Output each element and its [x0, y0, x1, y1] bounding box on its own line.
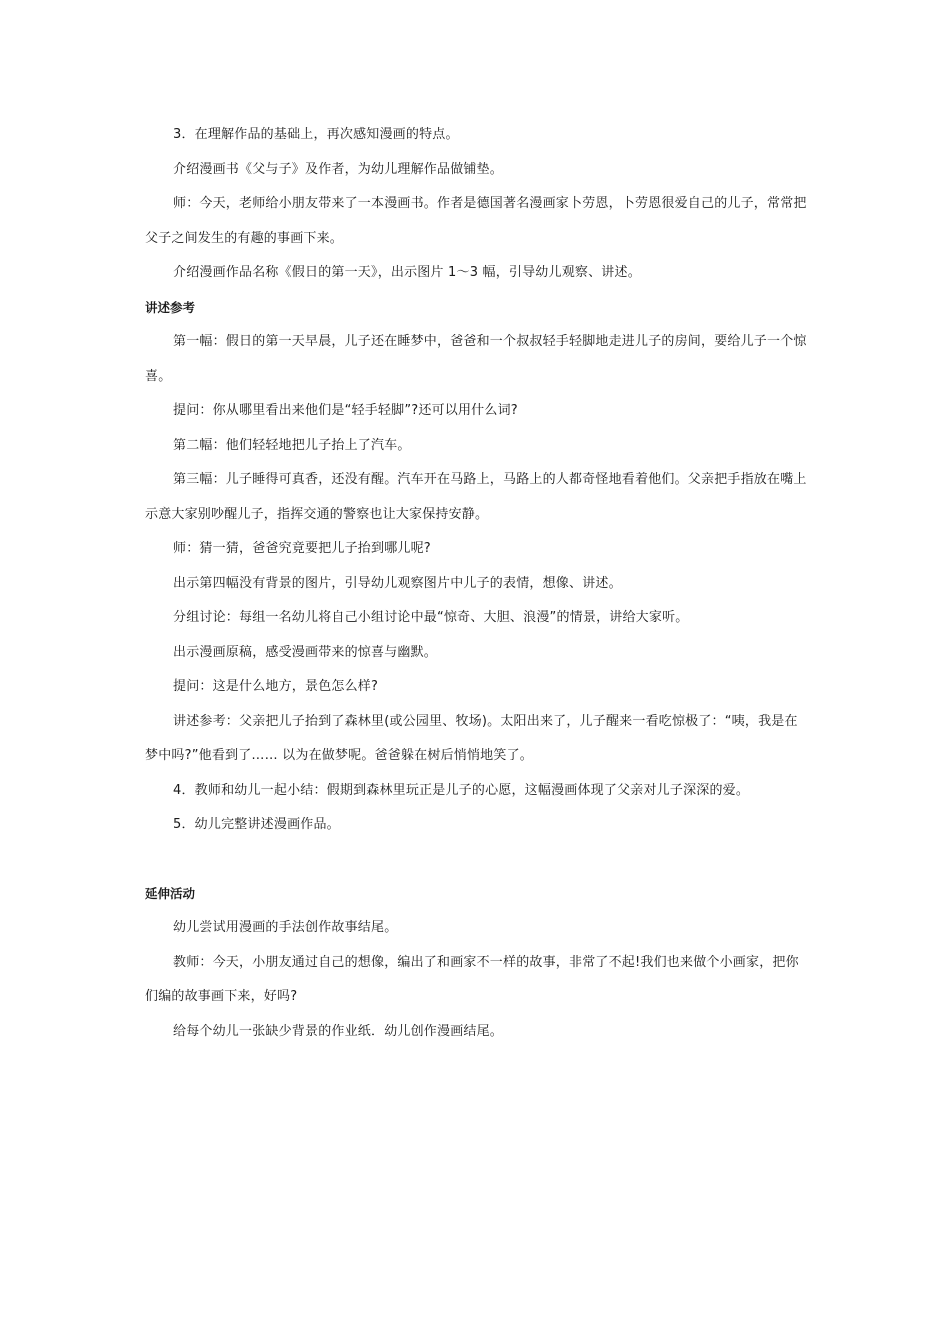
paragraph-extension-worksheet: 给每个幼儿一张缺少背景的作业纸．幼儿创作漫画结尾。: [173, 1023, 504, 1039]
section-spacer: [145, 843, 807, 877]
paragraph-step-5: 5．幼儿完整讲述漫画作品。: [173, 817, 340, 832]
document-page: [145, 118, 807, 1049]
paragraph-intro-work: 介绍漫画作品名称《假日的第一天》，出示图片 1～3 幅，引导幼儿观察、讲述。: [173, 265, 641, 280]
paragraph-panel-2: 第二幅：他们轻轻地把儿子抬上了汽车。: [173, 437, 411, 453]
paragraph-panel-1: 第一幅：假日的第一天早晨，儿子还在睡梦中，爸爸和一个叔叔轻手轻脚地走进儿子的房间，要给儿子一个惊喜。: [145, 334, 807, 384]
paragraph-panel-3: 第三幅：儿子睡得可真香，还没有醒。汽车开在马路上，马路上的人都奇怪地看着他们。父亲把手指放在嘴上示意大家别吵醒儿子，指挥交通的警察也让大家保持安静。: [145, 472, 807, 522]
paragraph-question-2: 提问：这是什么地方，景色怎么样?: [173, 679, 379, 694]
paragraph-panel-4: 出示第四幅没有背景的图片，引导幼儿观察图片中儿子的表情，想像、讲述。: [173, 575, 622, 591]
paragraph-group-discussion: 分组讨论：每组一名幼儿将自己小组讨论中最“惊奇、大胆、浪漫”的情景，讲给大家听。: [173, 610, 689, 625]
heading-narration-reference: 讲述参考: [145, 299, 196, 315]
heading-extension-activity: 延伸活动: [145, 885, 196, 901]
paragraph-extension-1: 幼儿尝试用漫画的手法创作故事结尾。: [173, 920, 398, 935]
paragraph-question-1: 提问：你从哪里看出来他们是“轻手轻脚”?还可以用什么词?: [173, 403, 518, 418]
paragraph-extension-teacher: 教师：今天，小朋友通过自己的想像，编出了和画家不一样的故事，非常了不起!我们也来做个小画家，把你们编的故事画下来，好吗?: [145, 954, 799, 1004]
paragraph-intro-book: 介绍漫画书《父与子》及作者，为幼儿理解作品做铺垫。: [173, 161, 504, 177]
paragraph-original-draft: 出示漫画原稿，感受漫画带来的惊喜与幽默。: [173, 644, 438, 660]
paragraph-step-4: 4．教师和幼儿一起小结：假期到森林里玩正是儿子的心愿，这幅漫画体现了父亲对儿子深深的爱。: [173, 782, 750, 798]
paragraph-step-3: 3．在理解作品的基础上，再次感知漫画的特点。: [173, 127, 459, 142]
paragraph-teacher-guess: 师：猜一猜，爸爸究竟要把儿子抬到哪儿呢?: [173, 541, 431, 556]
paragraph-narration-reference: 讲述参考：父亲把儿子抬到了森林里(或公园里、牧场)。太阳出来了，儿子醒来一看吃惊极了：“咦，我是在梦中吗?”他看到了…… 以为在做梦呢。爸爸躲在树后悄悄地笑了。: [145, 713, 798, 763]
paragraph-teacher-intro: 师：今天，老师给小朋友带来了一本漫画书。作者是德国著名漫画家卜劳恩，卜劳恩很爱自己的儿子，常常把父子之间发生的有趣的事画下来。: [145, 196, 807, 246]
